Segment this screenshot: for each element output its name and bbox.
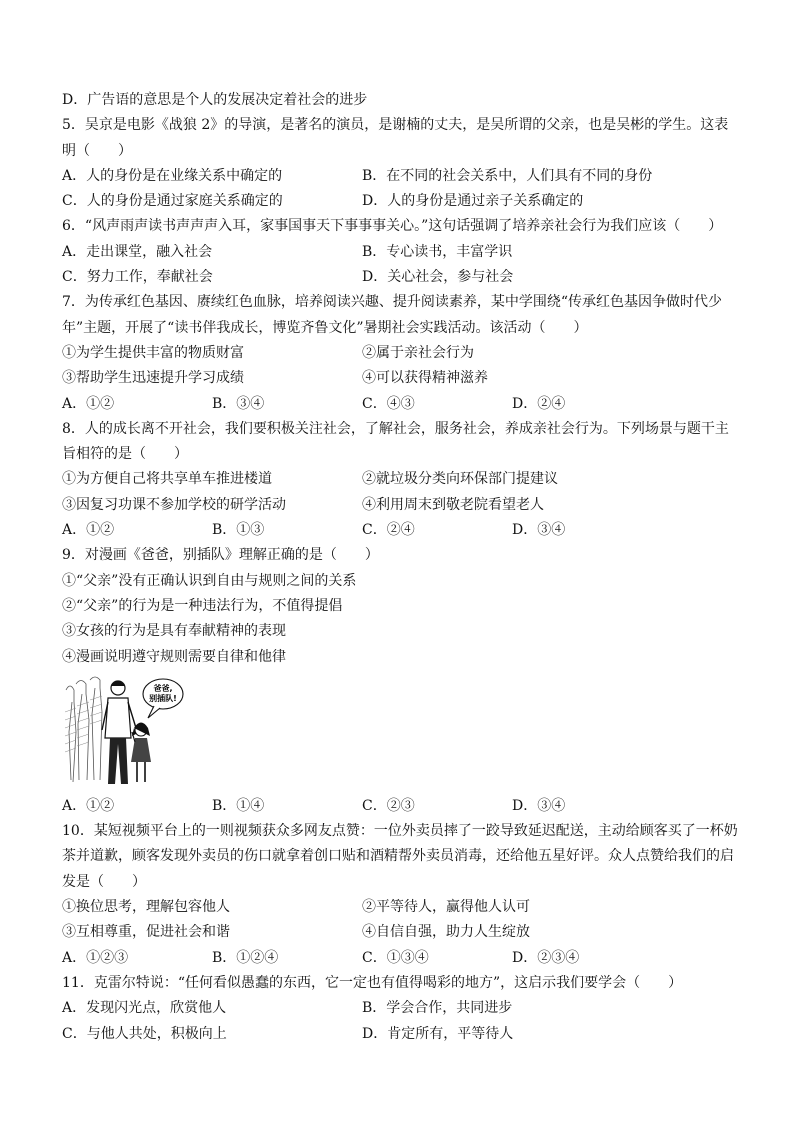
q7-option-d[interactable]: D．②④	[512, 395, 566, 412]
q9-stem: 9．对漫画《爸爸，别插队》理解正确的是（ ）	[62, 547, 379, 564]
q8-statement-1: ①为方便自己将共享单车推进楼道	[62, 471, 272, 488]
q9-option-d[interactable]: D．③④	[512, 797, 566, 814]
q10-option-d[interactable]: D．②③④	[512, 949, 580, 966]
q9-option-c[interactable]: C．②③	[362, 797, 415, 814]
exam-content	[62, 88, 737, 1047]
q7-statement-4: ④可以获得精神滋养	[362, 370, 488, 387]
q10-options	[62, 946, 737, 971]
q9-statement-1: ①“父亲”没有正确认识到自由与规则之间的关系	[62, 572, 357, 589]
q10-statements-row-2	[62, 920, 737, 945]
q8-option-c[interactable]: C．②④	[362, 522, 415, 539]
q6-option-b[interactable]: B．专心读书，丰富学识	[362, 243, 513, 260]
q8-stem-line-1: 8．人的成长离不开社会，我们要积极关注社会，了解社会，服务社会，养成亲社会行为。下列场景与题干主	[62, 420, 729, 437]
q8-options	[62, 518, 737, 543]
cartoon-dad-cut-in-line-icon	[62, 672, 184, 790]
q8-statement-2: ②就垃圾分类向环保部门提建议	[362, 471, 558, 488]
q11-stem: 11．克雷尔特说：“任何看似愚蠢的东西，它一定也有值得喝彩的地方”，这启示我们要学会（ ）	[62, 974, 683, 991]
q10-statement-3: ③互相尊重，促进社会和谐	[62, 924, 230, 941]
q10-stem-line-2: 茶并道歉，顾客发现外卖员的伤口就拿着创口贴和酒精帮外卖员消毒，还给他五星好评。众人点赞给我们的启	[62, 848, 734, 865]
q5-option-b[interactable]: B．在不同的社会关系中，人们具有不同的身份	[362, 167, 653, 184]
q7-option-b[interactable]: B．③④	[212, 395, 265, 412]
q5-options-row-2	[62, 189, 737, 214]
q8-statement-4: ④利用周末到敬老院看望老人	[362, 496, 544, 513]
q10-statements-row-1	[62, 895, 737, 920]
q5-option-a[interactable]: A．人的身份是在业缘关系中确定的	[62, 167, 283, 184]
q10-option-b[interactable]: B．①②④	[212, 949, 279, 966]
q10-statement-2: ②平等待人，赢得他人认可	[362, 899, 530, 916]
q5-option-c[interactable]: C．人的身份是通过家庭关系确定的	[62, 193, 283, 210]
q6-option-a[interactable]: A．走出课堂，融入社会	[62, 243, 213, 260]
q10-option-c[interactable]: C．①③④	[362, 949, 429, 966]
q11-option-b[interactable]: B．学会合作，共同进步	[362, 1000, 513, 1017]
q7-statement-1: ①为学生提供丰富的物质财富	[62, 344, 244, 361]
cartoon-bubble-line-1: 爸爸,	[153, 683, 173, 693]
q6-option-c[interactable]: C．努力工作，奉献社会	[62, 269, 213, 286]
q10-statement-4: ④自信自强，助力人生绽放	[362, 924, 530, 941]
q7-option-a[interactable]: A．①②	[62, 395, 115, 412]
q4-option-d: D．广告语的意思是个人的发展决定着社会的进步	[62, 92, 368, 108]
q8-statement-3: ③因复习功课不参加学校的研学活动	[62, 496, 286, 513]
q7-option-c[interactable]: C．④③	[362, 395, 415, 412]
q11-options-row-2	[62, 1022, 737, 1047]
q5-option-d[interactable]: D．人的身份是通过亲子关系确定的	[362, 193, 584, 210]
q7-stem-line-2: 年”主题，开展了“读书伴我成长，博览齐鲁文化”暑期社会实践活动。该活动（ ）	[62, 319, 588, 336]
q10-option-a[interactable]: A．①②③	[62, 949, 129, 966]
q6-options-row-1	[62, 240, 737, 265]
q11-options-row-1	[62, 996, 737, 1021]
q10-stem-line-1: 10．某短视频平台上的一则视频获众多网友点赞：一位外卖员摔了一跤导致延迟配送，主动给顾客买了一杯奶	[62, 823, 738, 840]
q8-stem-line-2: 旨相符的是（ ）	[62, 446, 188, 463]
q8-option-b[interactable]: B．①③	[212, 522, 265, 539]
q5-options-row-1	[62, 164, 737, 189]
q5-stem-line-2: 明（ ）	[62, 142, 132, 159]
q6-option-d[interactable]: D．关心社会，参与社会	[362, 269, 514, 286]
q9-options	[62, 794, 737, 819]
q6-stem: 6．“风声雨声读书声声声入耳，家事国事天下事事事关心。”这句话强调了培养亲社会行为我们应该（ ）	[62, 218, 723, 235]
q8-option-a[interactable]: A．①②	[62, 522, 115, 539]
q5-stem-line-1: 5．吴京是电影《战狼 2》的导演，是著名的演员，是谢楠的丈夫，是吴所谓的父亲，也是吴彬的学生。这表	[62, 117, 729, 134]
q11-option-c[interactable]: C．与他人共处，积极向上	[62, 1025, 227, 1042]
q7-statement-2: ②属于亲社会行为	[362, 344, 474, 361]
q10-statement-1: ①换位思考，理解包容他人	[62, 899, 230, 916]
q7-statements-row-2	[62, 366, 737, 391]
q8-statements-row-2	[62, 493, 737, 518]
q8-statements-row-1	[62, 467, 737, 492]
q6-options-row-2	[62, 265, 737, 290]
cartoon-image	[62, 672, 737, 790]
q7-statements-row-1	[62, 341, 737, 366]
q10-stem-line-3: 发是（ ）	[62, 873, 146, 890]
q7-statement-3: ③帮助学生迅速提升学习成绩	[62, 370, 244, 387]
q8-option-d[interactable]: D．③④	[512, 522, 566, 539]
q7-stem-line-1: 7．为传承红色基因、赓续红色血脉，培养阅读兴趣、提升阅读素养，某中学围绕“传承红色基因争做时代少	[62, 294, 723, 311]
q11-option-a[interactable]: A．发现闪光点，欣赏他人	[62, 1000, 227, 1017]
q9-option-b[interactable]: B．①④	[212, 797, 265, 814]
q9-statement-3: ③女孩的行为是具有奉献精神的表现	[62, 623, 286, 640]
q7-options	[62, 392, 737, 417]
q9-option-a[interactable]: A．①②	[62, 797, 115, 814]
q9-statement-4: ④漫画说明遵守规则需要自律和他律	[62, 648, 286, 665]
q9-statement-2: ②“父亲”的行为是一种违法行为，不值得提倡	[62, 597, 343, 614]
cartoon-bubble-line-2: 别插队!	[149, 693, 177, 703]
q11-option-d[interactable]: D．肯定所有，平等待人	[362, 1025, 514, 1042]
